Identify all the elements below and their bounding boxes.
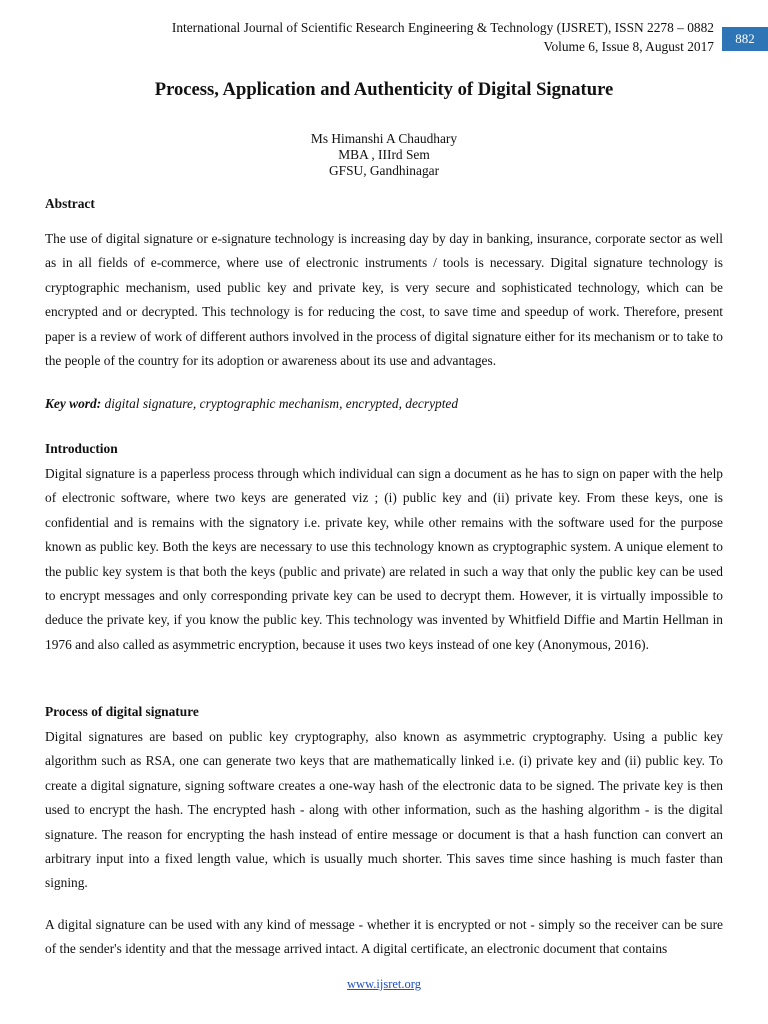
author-institution: GFSU, Gandhinagar bbox=[328, 163, 440, 178]
keywords-label: Key word: bbox=[45, 396, 102, 411]
keywords-text: digital signature, cryptographic mechanism, encrypted, decrypted bbox=[104, 396, 459, 411]
author-block bbox=[0, 131, 768, 179]
footer-url-link[interactable]: www.ijsret.org bbox=[347, 977, 421, 991]
process-body-continued: A digital signature can be used with any kind of message - whether it is encrypted or not - simply so the receiver can be sure of the sender's identity and that the message arrived intact. A digital certificate, an electronic document that contains bbox=[45, 917, 723, 957]
author-program: MBA , IIIrd Sem bbox=[338, 147, 430, 162]
abstract-body: The use of digital signature or e-signature technology is increasing day by day in banking, insurance, corporate sector as well as in all fields of e-commerce, where use of electronic instruments / tools is necessary. Digital signature technology is cryptographic mechanism, used public key and private key, is very secure and sophisticated technology, which can be encrypted and or decrypted. This technology is for reducing the cost, to save time and speedup of work. Therefore, present paper is a review of work of different authors involved in the process of digital signature either for its mechanism or to take to the people of the country for its adoption or awareness about its use and advantages. bbox=[45, 231, 723, 369]
paper-title: Process, Application and Authenticity of Digital Signature bbox=[154, 79, 614, 100]
introduction-heading: Introduction bbox=[45, 441, 118, 456]
page-number-badge: 882 bbox=[722, 27, 768, 51]
process-heading: Process of digital signature bbox=[45, 704, 199, 719]
journal-header: International Journal of Scientific Research Engineering & Technology (IJSRET), ISSN 2278 – 0882 bbox=[171, 20, 714, 35]
volume-info: Volume 6, Issue 8, August 2017 bbox=[543, 39, 714, 54]
introduction-body: Digital signature is a paperless process through which individual can sign a document as he has to sign on paper with the help of electronic software, where two keys are generated viz ; (i) public key and (ii) private key. From these keys, one is confidential and is remains with the signatory i.e. private key, while other remains with the software used for the purpose known as public key. Both the keys are necessary to use this technology known as cryptographic system. A unique element to the public key system is that both the keys (public and private) are related in such a way that only the public key can be used to encrypt messages and only corresponding private key can be used to decrypt them. However, it is virtually impossible to deduce the private key, if you know the public key. This technology was invented by Whitfield Diffie and Martin Hellman in 1976 and also called as asymmetric encryption, because it uses two keys instead of one key (Anonymous, 2016). bbox=[45, 466, 723, 652]
keywords-line bbox=[45, 396, 723, 412]
abstract-heading: Abstract bbox=[45, 196, 95, 211]
author-name: Ms Himanshi A Chaudhary bbox=[310, 131, 458, 146]
process-body: Digital signatures are based on public key cryptography, also known as asymmetric cryptography. Using a public key algorithm such as RSA, one can generate two keys that are mathematically linked i.e. (i) private key and (ii) public key. To create a digital signature, signing software creates a one-way hash of the electronic data to be signed. The private key is then used to encrypt the hash. The encrypted hash - along with other information, such as the hashing algorithm - is the digital signature. The reason for encrypting the hash instead of entire message or document is that a hash function can convert an arbitrary input into a fixed length value, which is usually much shorter. This saves time since hashing is much faster than signing. bbox=[45, 729, 723, 891]
footer bbox=[0, 977, 768, 992]
